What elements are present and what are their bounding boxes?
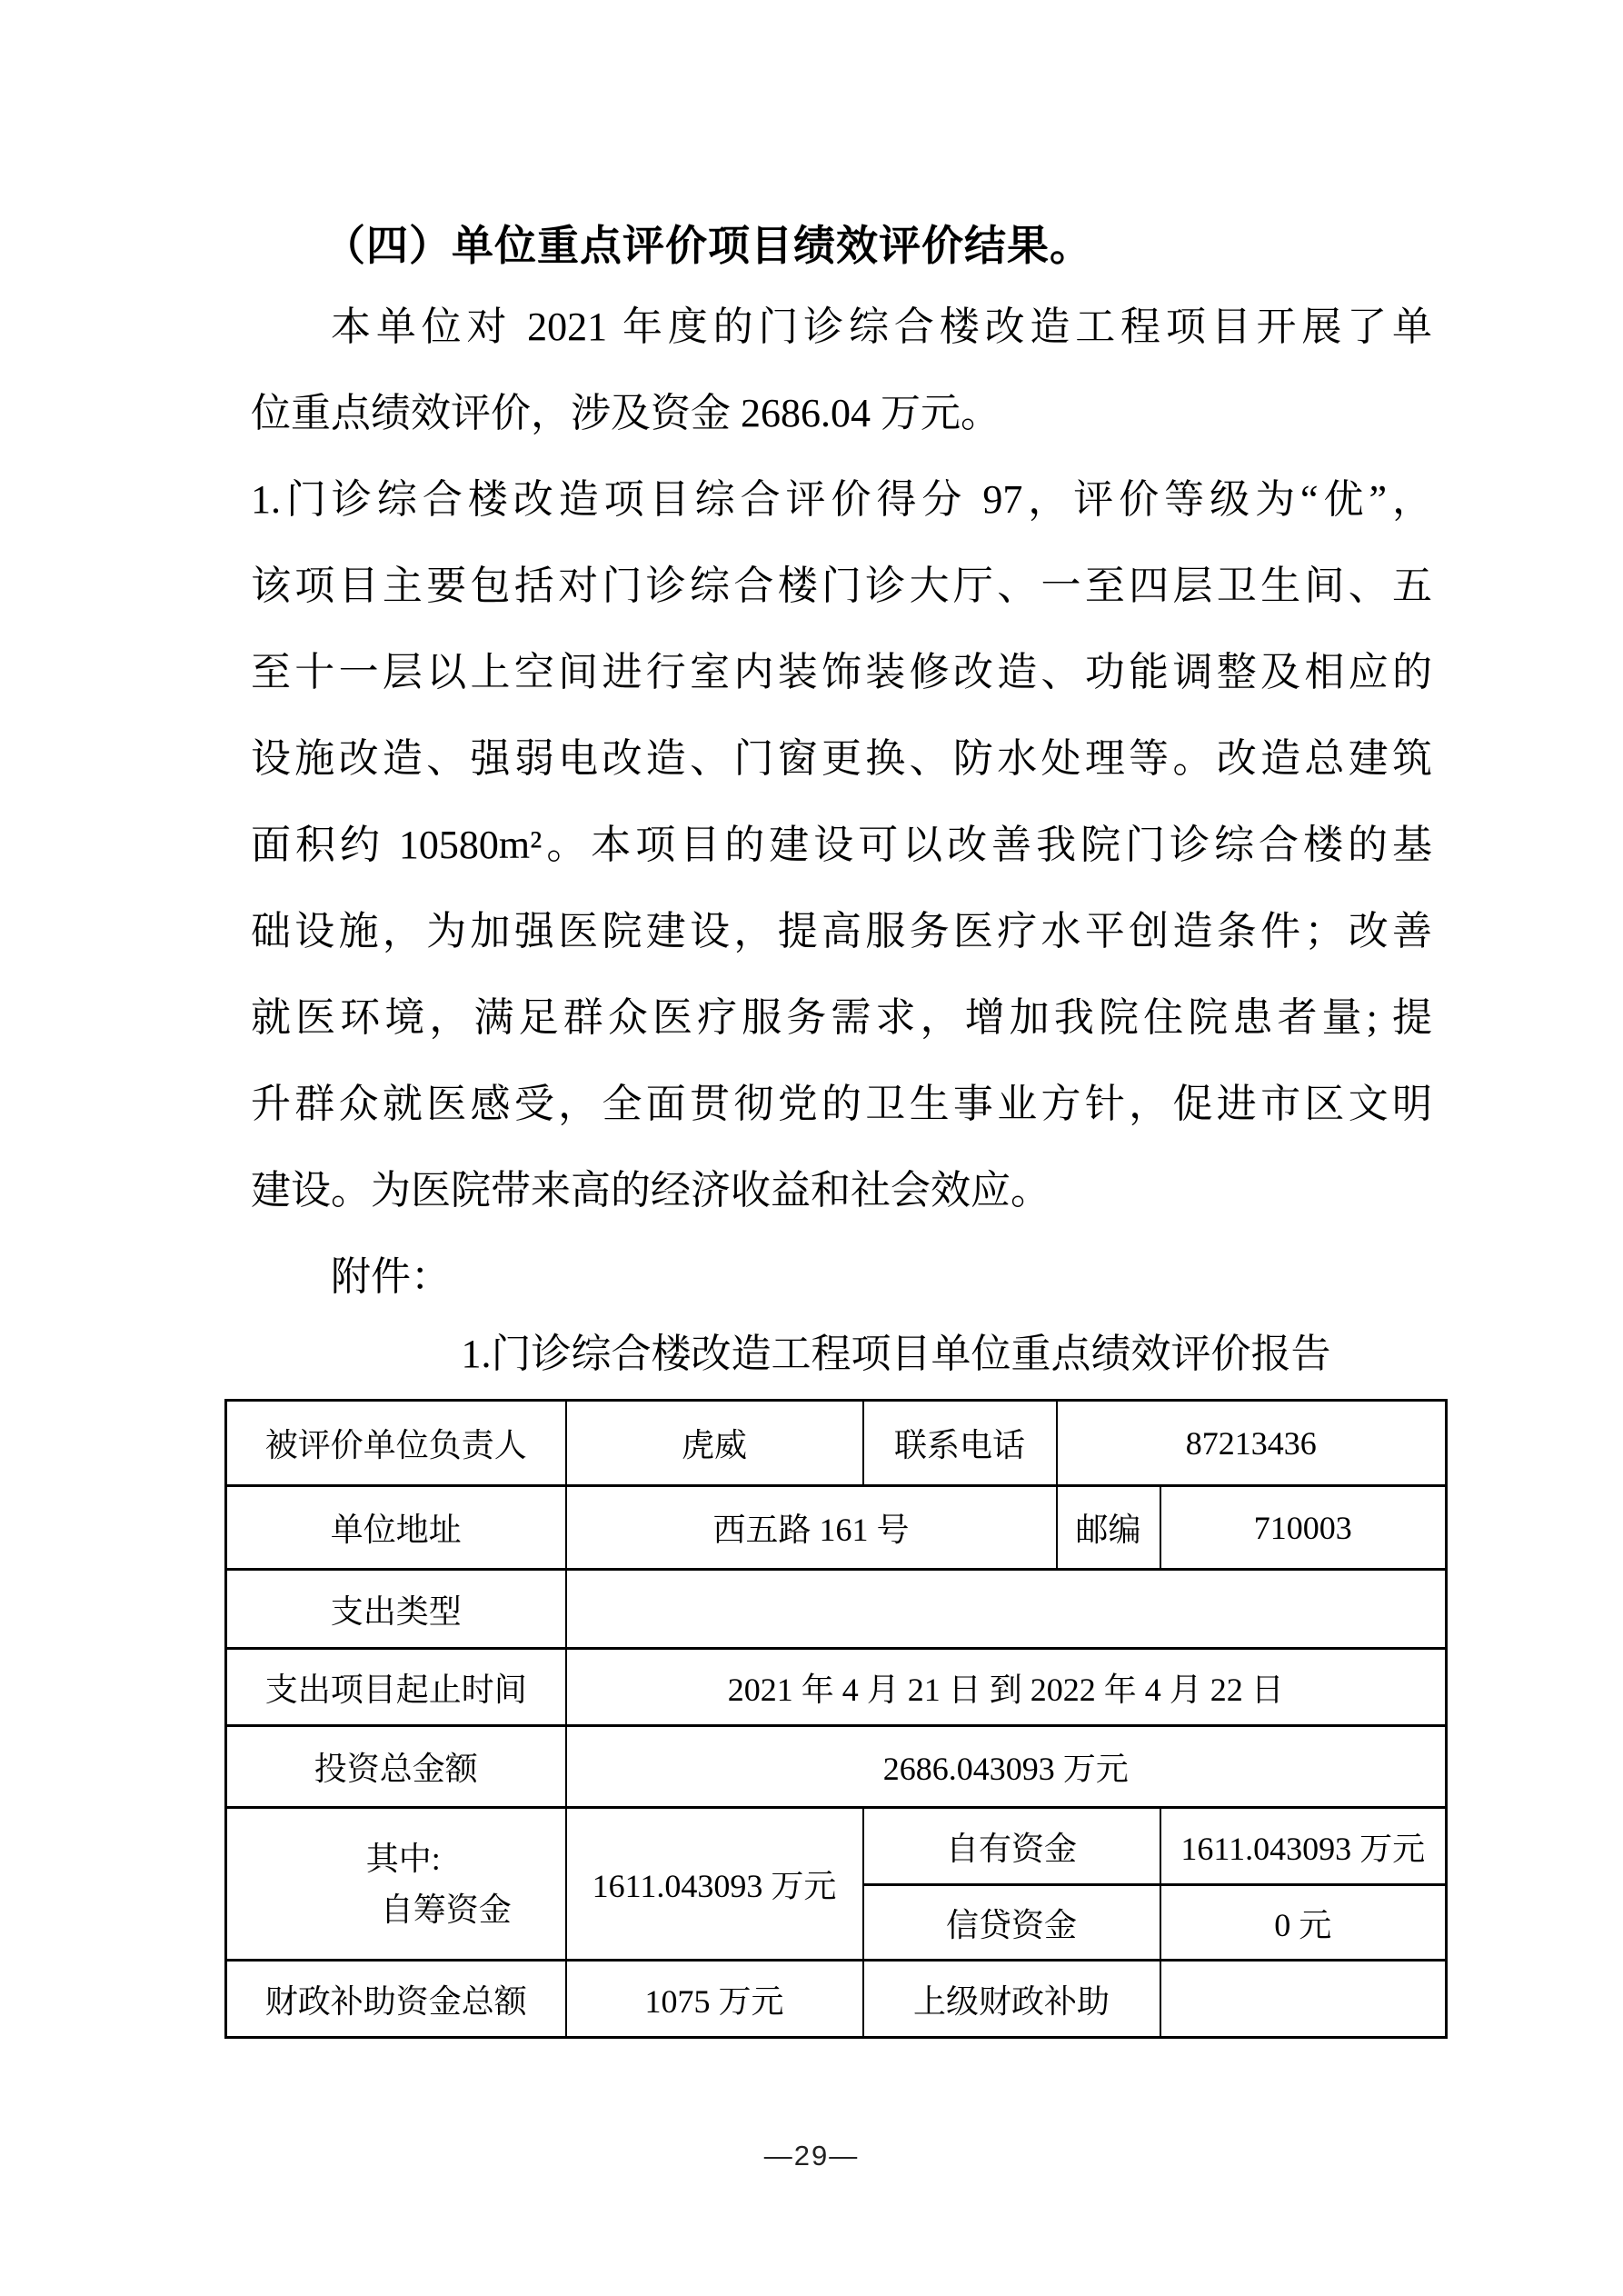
table-row [226,1649,1447,1726]
cell-credit-funds-label: 信贷资金 [863,1885,1160,1961]
self-raised-label-line2: 自筹资金 [380,1891,512,1928]
table-row [226,1401,1447,1486]
cell-unit-address-label: 单位地址 [226,1486,566,1570]
paragraph-line: 就医环境，满足群众医疗服务需求，增加我院住院患者量; 提 [251,995,1432,1040]
cell-fiscal-subsidy-total-label: 财政补助资金总额 [226,1961,566,2038]
cell-contact-phone-value: 87213436 [1057,1401,1447,1486]
table-row [226,1570,1447,1649]
paragraph-line: 位重点绩效评价，涉及资金 2686.04 万元。 [251,391,1001,435]
cell-postcode-label: 邮编 [1057,1486,1160,1570]
paragraph-line: 设施改造、强弱电改造、门窗更换、防水处理等。改造总建筑 [251,736,1432,781]
paragraph-line: 础设施，为加强医院建设，提高服务医疗水平创造条件；改善 [251,909,1432,953]
cell-project-period-label: 支出项目起止时间 [226,1649,566,1726]
paragraph-line: 建设。为医院带来高的经济收益和社会效应。 [251,1168,1050,1213]
section-heading: （四）单位重点评价项目绩效评价结果。 [324,222,1092,269]
paragraph-line: 升群众就医感受，全面贯彻党的卫生事业方针，促进市区文明 [251,1082,1432,1126]
cell-self-raised-label [226,1808,566,1961]
cell-expense-type-label: 支出类型 [226,1570,566,1649]
cell-own-funds-value: 1611.043093 万元 [1160,1808,1447,1885]
self-raised-label-line1: 其中: [365,1840,441,1877]
paragraph-line: 1.门诊综合楼改造项目综合评价得分 97，评价等级为“优”， [251,477,1432,522]
table-row [226,1808,1447,1885]
page-number: —29— [763,2140,860,2171]
cell-unit-address-value: 西五路 161 号 [566,1486,1057,1570]
cell-evaluated-unit-head-label: 被评价单位负责人 [226,1401,566,1486]
project-info-table [224,1399,1448,2039]
cell-superior-fiscal-subsidy-label: 上级财政补助 [863,1961,1160,2038]
cell-total-investment-label: 投资总金额 [226,1726,566,1808]
cell-evaluated-unit-head-value: 虎威 [566,1401,863,1486]
body-paragraphs [251,284,1432,1320]
paragraph-line: 该项目主要包括对门诊综合楼门诊大厅、一至四层卫生间、五 [251,564,1432,608]
cell-project-period-value: 2021 年 4 月 21 日 到 2022 年 4 月 22 日 [566,1649,1447,1726]
cell-postcode-value: 710003 [1160,1486,1447,1570]
cell-total-investment-value: 2686.043093 万元 [566,1726,1447,1808]
table-row [226,1486,1447,1570]
attachment-title: 1.门诊综合楼改造工程项目单位重点绩效评价报告 [461,1332,1331,1376]
cell-expense-type-value [566,1570,1447,1649]
cell-self-raised-value: 1611.043093 万元 [566,1808,863,1961]
table-row [226,1961,1447,2038]
project-info-table-wrap [224,1399,1448,2039]
paragraph-line: 面积约 10580m²。本项目的建设可以改善我院门诊综合楼的基 [251,823,1432,867]
attachment-label: 附件： [331,1254,451,1299]
cell-credit-funds-value: 0 元 [1160,1885,1447,1961]
paragraph-line: 本单位对 2021 年度的门诊综合楼改造工程项目开展了单 [331,304,1432,349]
cell-contact-phone-label: 联系电话 [863,1401,1057,1486]
paragraph-line: 至十一层以上空间进行室内装饰装修改造、功能调整及相应的 [251,650,1432,694]
cell-own-funds-label: 自有资金 [863,1808,1160,1885]
cell-fiscal-subsidy-total-value: 1075 万元 [566,1961,863,2038]
cell-superior-fiscal-subsidy-value [1160,1961,1447,2038]
table-row [226,1726,1447,1808]
